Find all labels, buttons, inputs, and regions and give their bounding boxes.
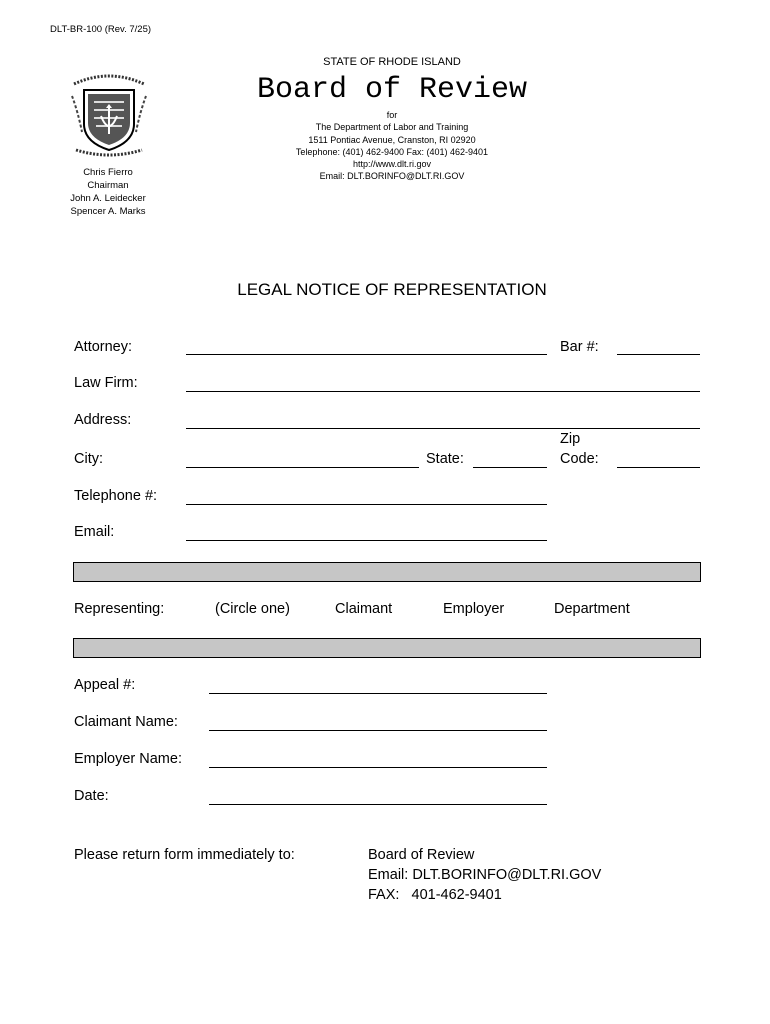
department-email: Email: DLT.BORINFO@DLT.RI.GOV (319, 171, 465, 182)
return-email: Email: DLT.BORINFO@DLT.RI.GOV (368, 867, 602, 883)
appeal-number-label: Appeal #: (74, 677, 136, 693)
return-line: Board of Review (368, 847, 475, 863)
employer-name-field[interactable] (209, 767, 547, 768)
department-address: 1511 Pontiac Avenue, Cranston, RI 02920 (308, 134, 476, 145)
option-employer[interactable]: Employer (443, 601, 505, 617)
city-label: City: (74, 451, 103, 467)
return-instruction: Please return form immediately to: (74, 847, 295, 863)
state-seal-icon (68, 66, 150, 158)
return-address (368, 845, 601, 905)
date-field[interactable] (209, 804, 547, 805)
board-title: Board of Review (256, 73, 528, 107)
claimant-name-label: Claimant Name: (74, 714, 178, 730)
bar-number-label: Bar #: (560, 339, 599, 355)
board-members (52, 166, 164, 218)
option-department[interactable]: Department (554, 601, 630, 617)
form-code: DLT-BR-100 (Rev. 7/25) (50, 24, 152, 35)
department-name: The Department of Labor and Training (315, 122, 469, 133)
city-field[interactable] (186, 467, 419, 468)
member-name: Chris Fierro (83, 167, 133, 178)
law-firm-field[interactable] (186, 391, 700, 392)
employer-name-label: Employer Name: (74, 751, 182, 767)
circle-one-instruction: (Circle one) (215, 601, 290, 617)
date-label: Date: (74, 788, 109, 804)
claimant-name-field[interactable] (209, 730, 547, 731)
return-fax: FAX: 401-462-9401 (368, 887, 502, 903)
member-name: Spencer A. Marks (70, 206, 146, 217)
representing-label: Representing: (74, 601, 165, 617)
attorney-field[interactable] (186, 354, 547, 355)
telephone-field[interactable] (186, 504, 547, 505)
bar-number-field[interactable] (617, 354, 700, 355)
attorney-label: Attorney: (74, 339, 133, 355)
member-title: Chairman (87, 180, 129, 191)
department-phone: Telephone: (401) 462-9400 Fax: (401) 462-9401 (295, 146, 489, 157)
address-label: Address: (74, 412, 132, 428)
appeal-number-field[interactable] (209, 693, 547, 694)
zip-code-field[interactable] (617, 467, 700, 468)
form-title: LEGAL NOTICE OF REPRESENTATION (237, 280, 547, 299)
department-website: http://www.dlt.ri.gov (352, 159, 432, 170)
for-text: for (386, 110, 398, 120)
email-field[interactable] (186, 540, 547, 541)
agency-info (232, 109, 552, 183)
section-divider-bar (73, 562, 701, 582)
email-label: Email: (74, 524, 115, 540)
section-divider-bar (73, 638, 701, 658)
zip-label-line2: Code: (560, 451, 599, 467)
zip-label-line1: Zip (560, 431, 581, 447)
state-label: State: (426, 451, 464, 467)
address-field[interactable] (186, 428, 700, 429)
state-name: STATE OF RHODE ISLAND (323, 56, 461, 68)
member-name: John A. Leidecker (70, 193, 146, 204)
telephone-label: Telephone #: (74, 488, 158, 504)
state-field[interactable] (473, 467, 547, 468)
option-claimant[interactable]: Claimant (335, 601, 393, 617)
law-firm-label: Law Firm: (74, 375, 138, 391)
